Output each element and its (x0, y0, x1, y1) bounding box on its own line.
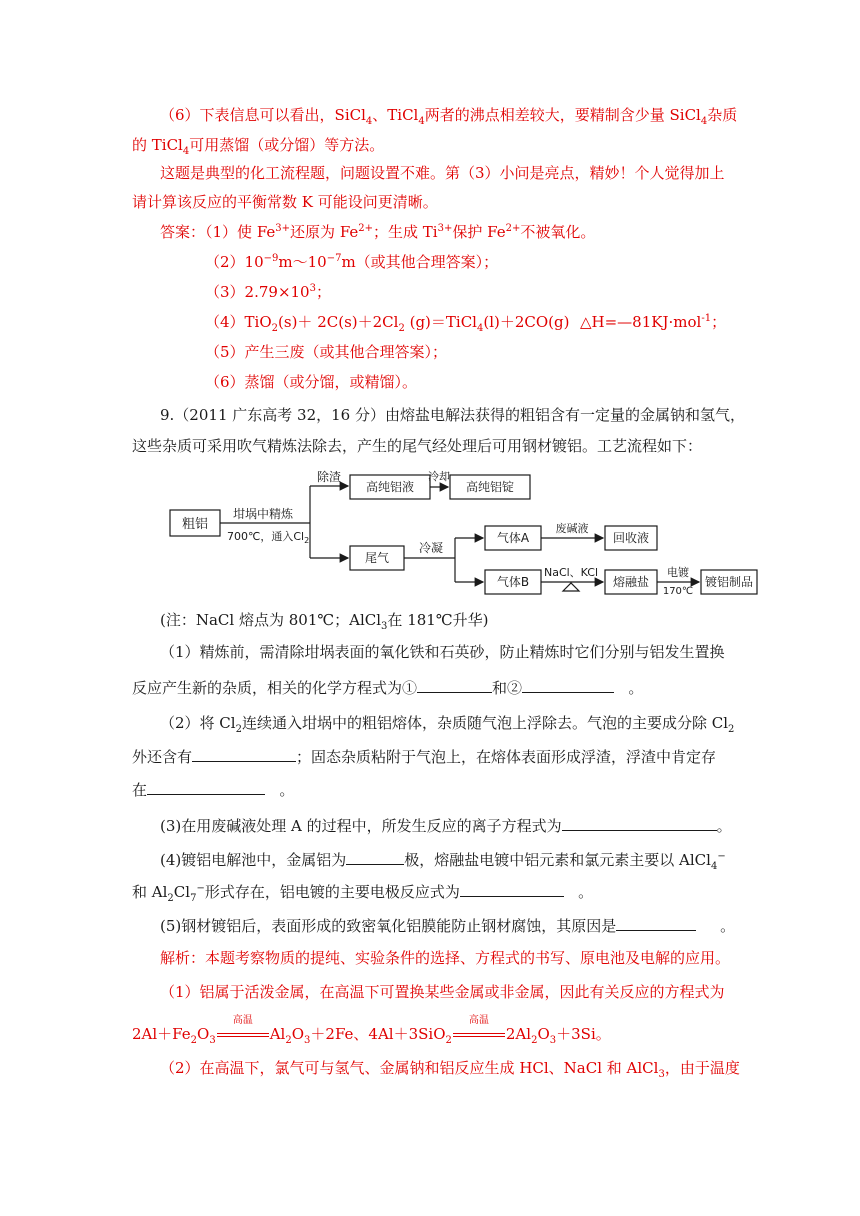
answer-blank[interactable] (147, 778, 265, 795)
label-refine: 坩埚中精炼 (232, 507, 294, 521)
analysis-p1: （1）铝属于活泼金属，在高温下可置换某些金属或非金属，因此有关反应的方程式为 (160, 983, 725, 1001)
label-recovery: 回收液 (612, 531, 650, 545)
q5-line: (5)钢材镀铝后，表面形成的致密氧化铝膜能防止钢材腐蚀，其原因是 。 (160, 914, 735, 936)
label-product: 镀铝制品 (704, 575, 754, 589)
label-slag: 除渣 (316, 470, 342, 484)
label-pure-liquid: 高纯铝液 (365, 480, 415, 494)
label-tail: 尾气 (364, 551, 390, 565)
q9-line2: 这些杂质可采用吹气精炼法除去，产生的尾气经处理后可用钢材镀铝。工艺流程如下： (132, 437, 703, 455)
label-cool: 冷却 (428, 470, 450, 483)
label-condense: 冷凝 (418, 541, 444, 555)
analysis-p2: （2）在高温下，氯气可与氢气、金属钠和铝反应生成 HCl、NaCl 和 AlCl$_3$，由于温度 (160, 1059, 740, 1080)
label-gas-a: 气体A (496, 531, 530, 545)
label-gas-b: 气体B (496, 575, 530, 589)
heat-triangle-icon (563, 583, 579, 591)
answer-blank[interactable] (346, 848, 404, 865)
label-temp: 170℃ (662, 586, 694, 597)
q2-line1: （2）将 $Cl_2$连续通入坩埚中的粗铝熔体，杂质随气泡上浮除去。气泡的主要成分除 $Cl_2$ (160, 714, 735, 735)
q1-line2: 反应产生新的杂质，相关的化学方程式为① 和② 。 (132, 676, 643, 698)
p6-line1: （6）下表信息可以看出，SiCl$_4$、TiCl$_4$两者的沸点相差较大，要精制含少量 SiCl$_4$杂质 (160, 106, 738, 127)
label-salts: NaCl、KCl (543, 566, 599, 579)
q3-line: (3)在用废碱液处理 A 的过程中，所发生反应的离子方程式为 。 (160, 814, 732, 836)
answer-1: 答案：（1）使 $Fe^{3+}$还原为 $Fe^{2+}$；生成 $Ti^{3+}$保护 $Fe^{2+}$不被氧化。 (160, 223, 596, 241)
answer-blank[interactable] (522, 676, 614, 693)
q2-line3: 在 。 (132, 778, 294, 800)
q9-line1: 9.（2011 广东高考 32，16 分）由熔盐电解法获得的粗铝含有一定量的金属钠和氢气， (160, 406, 745, 424)
label-pure-ingot: 高纯铝锭 (465, 480, 515, 494)
answer-5: （5）产生三废（或其他合理答案）； (205, 343, 448, 361)
condition-arrow: 高温 (216, 1024, 270, 1044)
analysis-line1: 解析：本题考察物质的提纯、实验条件的选择、方程式的书写、原电池及电解的应用。 (160, 949, 731, 967)
q4-line2: 和 $Al_2Cl_7^-$形式存在，铝电镀的主要电极反应式为 。 (132, 880, 593, 902)
condition-arrow: 高温 (452, 1024, 506, 1044)
q2-line2: 外还含有 ；固态杂质粘附于气泡上，在熔体表面形成浮渣，浮渣中肯定存 (132, 745, 716, 767)
q4-line1: (4)镀铝电解池中，金属铝为 极，熔融盐电镀中铝元素和氯元素主要以 AlCl$_4$− (160, 848, 726, 870)
analysis-equation: $2Al+Fe_2O_3$ 高温 $Al_2O_3+2Fe$、4Al＋3SiO$_2$ 高温 $2Al_2O_3+3Si$。 (132, 1015, 611, 1046)
answer-6: （6）蒸馏（或分馏，或精馏）。 (205, 373, 418, 391)
label-refine-cond: 700℃，通入$Cl_2$ (227, 530, 310, 545)
answer-blank[interactable] (616, 914, 696, 931)
label-waste-alkali: 废碱液 (555, 522, 589, 535)
answer-4-enthalpy: △H=—81KJ·mol$^{-1}$； (580, 313, 727, 331)
answer-4: $(4)TiO_2(s)+ 2C(s)+2Cl_2$ (g)＝TiCl$_4$(l)＋2CO(g) (205, 313, 570, 334)
process-flow-diagram (165, 470, 795, 602)
note-line: (注：NaCl 熔点为 801℃；AlCl$_3$在 181℃升华) (160, 611, 489, 632)
p6-line2: 的 TiCl$_4$可用蒸馏（或分馏）等方法。 (132, 136, 385, 157)
comment-line1: 这题是典型的化工流程题，问题设置不难。第（3）小问是亮点，精妙！个人觉得加上 (160, 164, 725, 182)
answer-blank[interactable] (417, 676, 492, 693)
label-plating: 电镀 (667, 566, 689, 579)
label-crude: 粗铝 (181, 517, 209, 532)
label-molten: 熔融盐 (612, 575, 650, 589)
q1-line1: （1）精炼前，需清除坩埚表面的氧化铁和石英砂，防止精炼时它们分别与铝发生置换 (160, 643, 725, 661)
answer-2: $(2)10^{-9}m\sim 10^{-7}m$（或其他合理答案）； (205, 253, 499, 271)
answer-3: $(3)2.79\times 10^3$； (205, 283, 331, 301)
answer-blank[interactable] (562, 814, 717, 831)
comment-line2: 请计算该反应的平衡常数 K 可能设问更清晰。 (132, 193, 438, 211)
answer-blank[interactable] (192, 745, 296, 762)
answer-blank[interactable] (460, 880, 564, 897)
